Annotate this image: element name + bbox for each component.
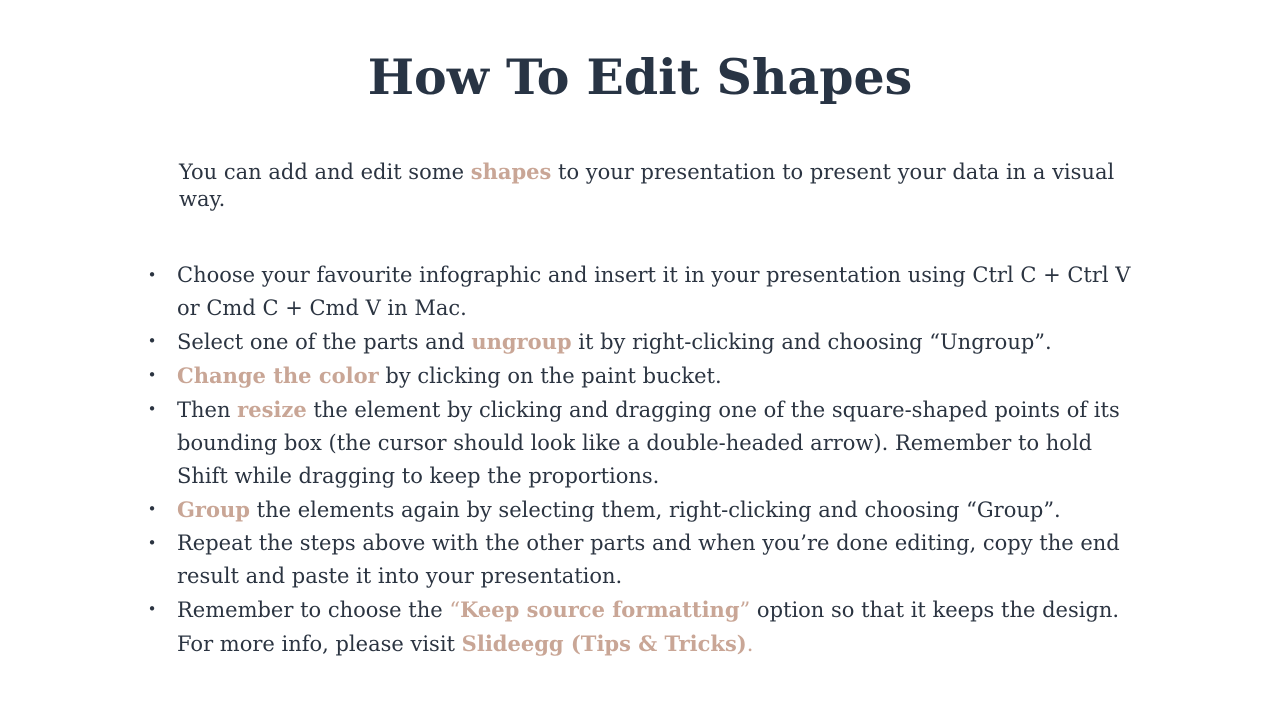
step-highlight-resize: resize [237,397,307,422]
step-item-5 [145,493,1145,527]
step-highlight-keep-source-formatting: Keep source formatting [460,597,740,622]
bullet-icon: • [147,600,157,618]
quote-close: ” [739,598,751,622]
slideegg-tips-link[interactable]: Slideegg (Tips & Tricks) [461,631,747,656]
step-text-after: it by right-clicking and choosing “Ungroup”. [571,330,1052,354]
step-item-4 [145,393,1145,493]
step-highlight-ungroup: ungroup [471,329,572,354]
step-item-7 [145,593,1145,661]
step-text-after: by clicking on the paint bucket. [378,364,722,388]
step-text-end: . [746,632,754,656]
step-text-after: the elements again by selecting them, right-clicking and choosing “Group”. [249,498,1061,522]
step-text-middle: option so that it keeps the design. For more info, please visit [177,598,1120,656]
intro-highlight-shapes: shapes [470,159,552,184]
slide-title: How To Edit Shapes [367,48,913,106]
bullet-icon: • [147,366,157,384]
step-text: Repeat the steps above with the other parts and when you’re done editing, copy the end result and paste it into your presentation. [177,531,1120,588]
intro-paragraph [179,158,1159,213]
bullet-icon: • [147,400,157,418]
step-item-3 [145,359,1145,393]
intro-text-after: to your presentation to present your data in a visual way. [179,160,1115,211]
steps-list [145,259,1145,661]
step-text-before: Select one of the parts and [177,330,472,354]
step-highlight-change-color: Change the color [177,363,379,388]
bullet-icon: • [147,500,157,518]
step-item-1 [145,259,1145,325]
bullet-icon: • [147,266,157,284]
bullet-icon: • [147,332,157,350]
bullet-icon: • [147,534,157,552]
intro-text-before: You can add and edit some [179,160,471,184]
step-highlight-group: Group [177,497,250,522]
step-text-after: the element by clicking and dragging one of the square-shaped points of its bounding box (the cursor should look like a double-headed arrow). Remember to hold Shift while dragging to keep the proportions. [177,398,1120,488]
quote-open: “ [449,598,461,622]
step-text: Choose your favourite infographic and insert it in your presentation using Ctrl C + Ctrl V or Cmd C + Cmd V in Mac. [177,263,1131,320]
step-item-6 [145,527,1145,593]
step-text-before: Then [177,398,238,422]
step-item-2 [145,325,1145,359]
step-text-before: Remember to choose the [177,598,450,622]
